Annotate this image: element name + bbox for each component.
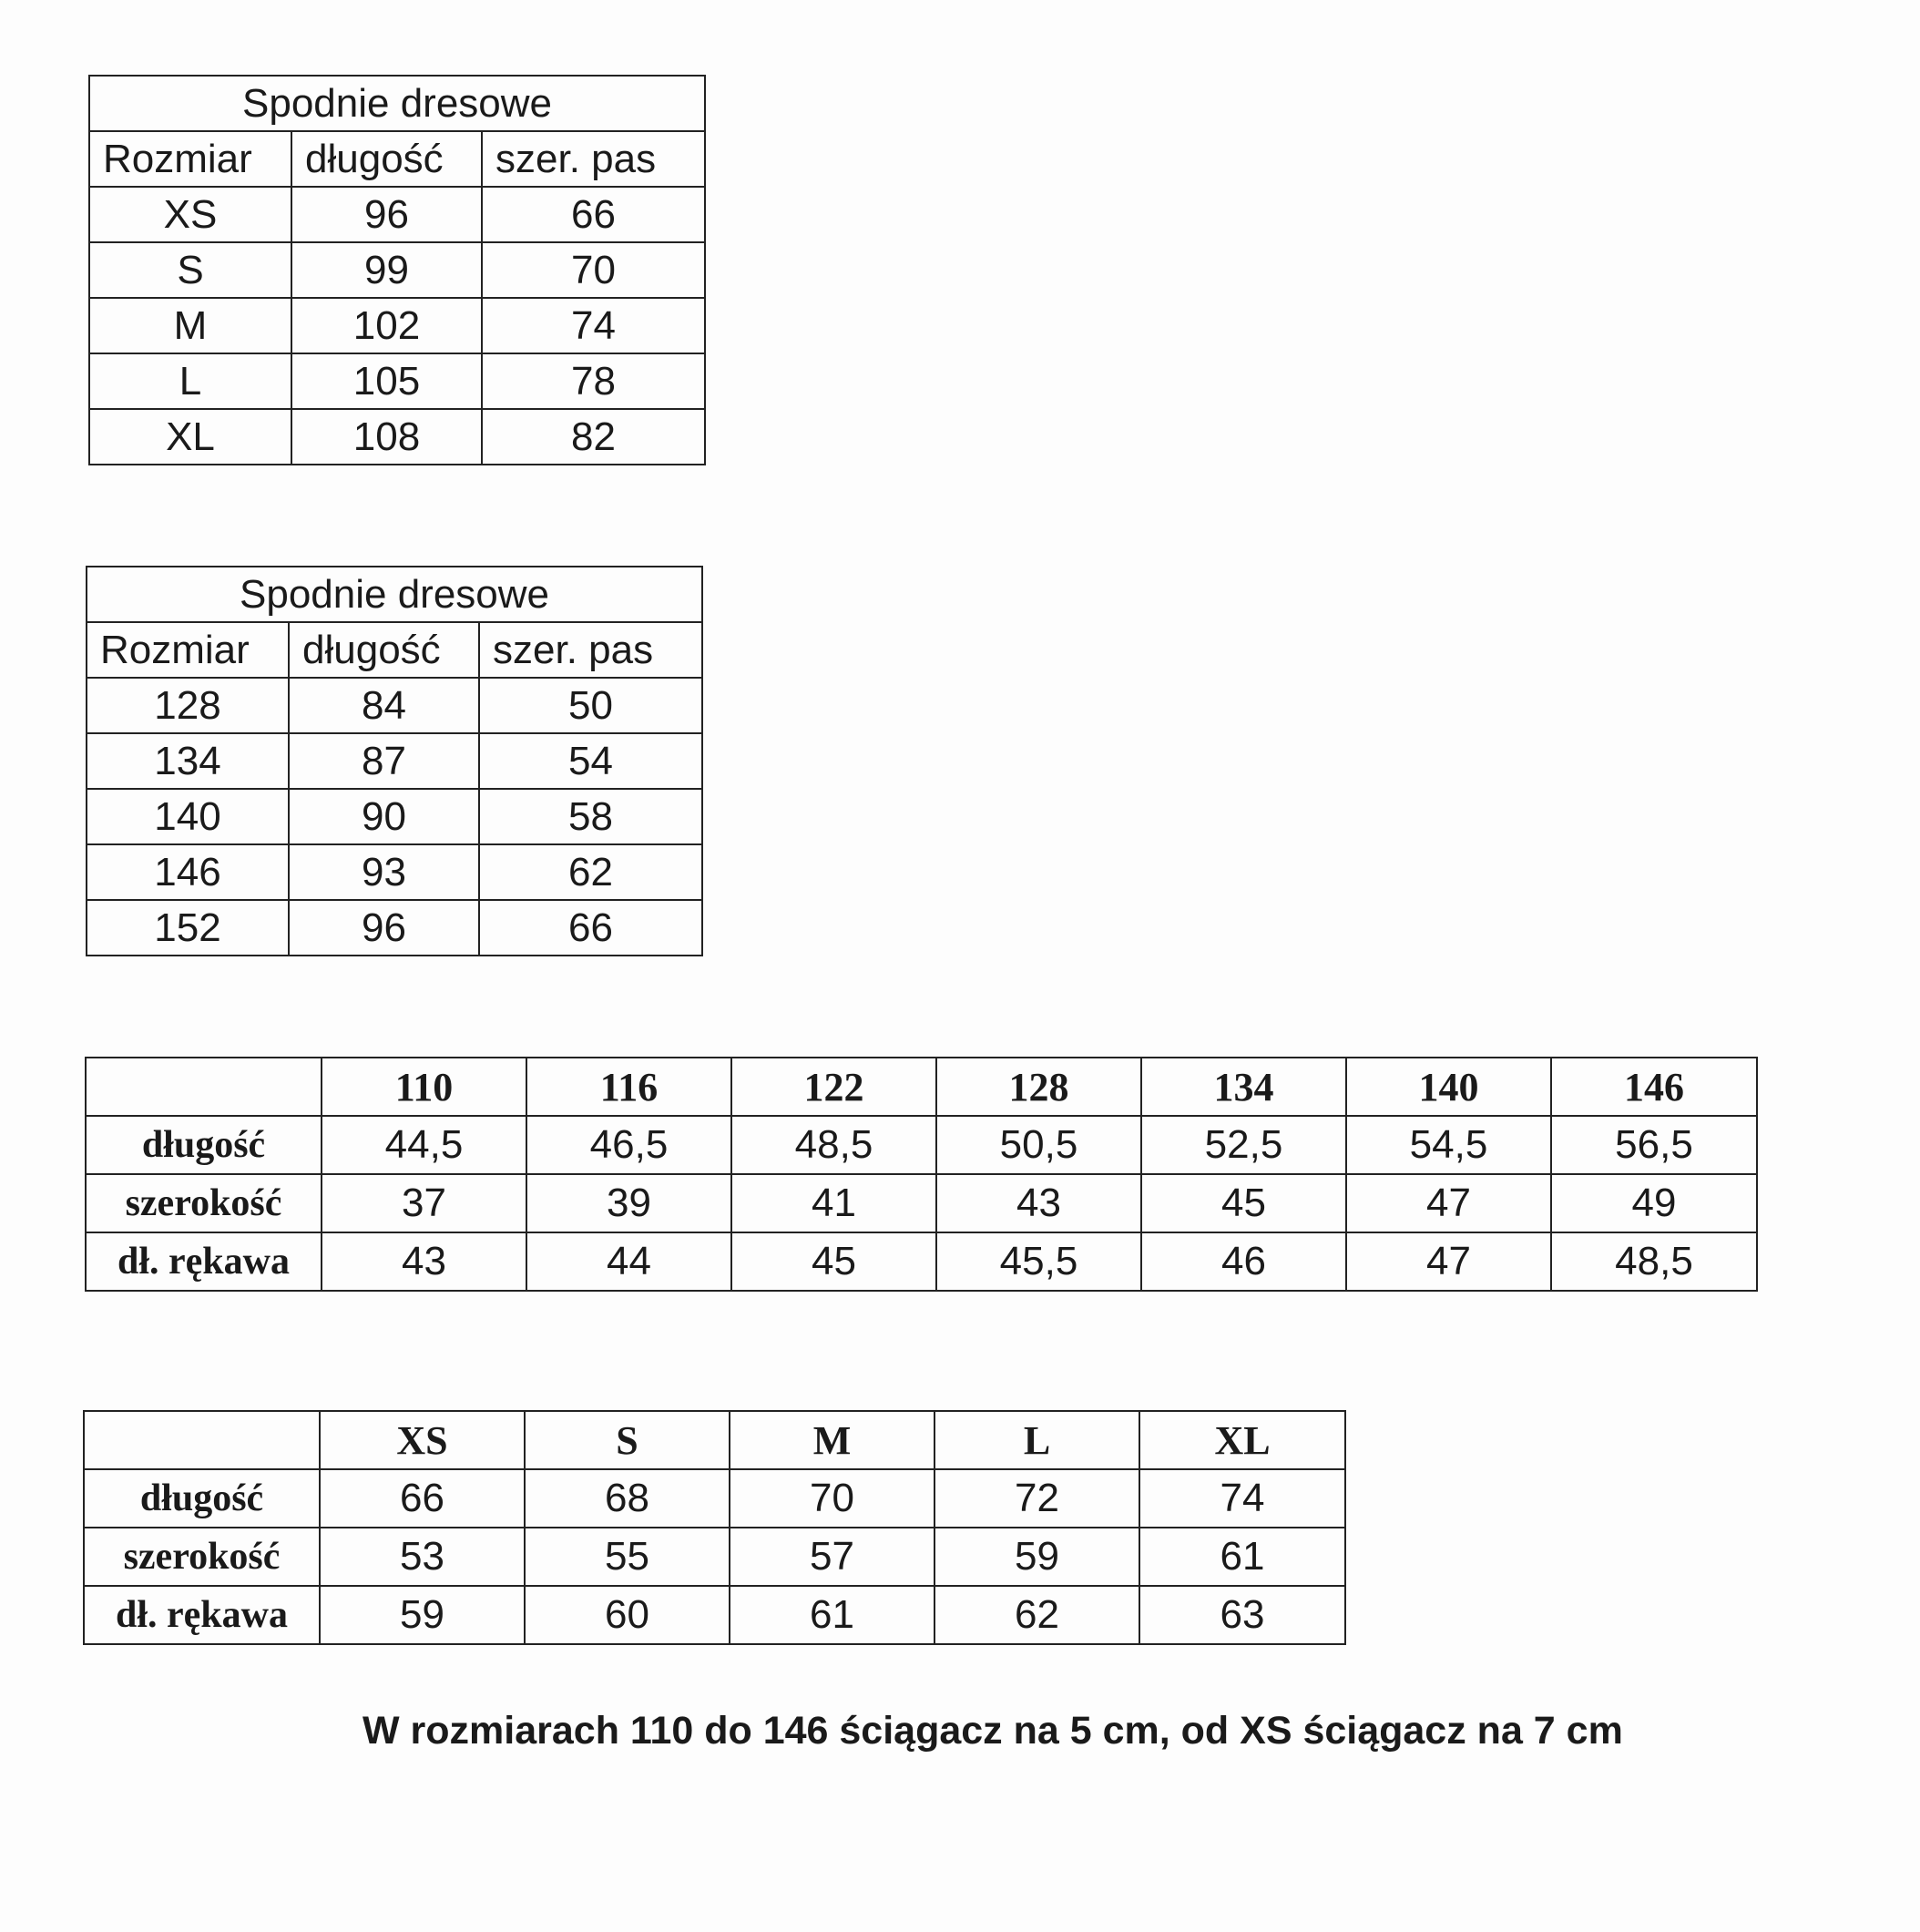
- column-header-waist: szer. pas: [479, 622, 702, 678]
- row-label-sleeve: dł. rękawa: [84, 1586, 320, 1644]
- table-header-row: [89, 131, 705, 187]
- table-header-row: [87, 622, 702, 678]
- table-cell: 48,5: [1551, 1232, 1757, 1291]
- row-label-length: długość: [84, 1469, 320, 1528]
- pants-adult-size-table: [88, 75, 706, 465]
- table-cell: 37: [322, 1174, 526, 1232]
- table-cell: 59: [320, 1586, 525, 1644]
- table-cell: 56,5: [1551, 1116, 1757, 1174]
- table-cell: 55: [525, 1528, 730, 1586]
- row-label-sleeve: dł. rękawa: [86, 1232, 322, 1291]
- table-cell: 44,5: [322, 1116, 526, 1174]
- cell-waist: 62: [479, 844, 702, 900]
- column-header-length: długość: [291, 131, 482, 187]
- table-cell: 54,5: [1346, 1116, 1551, 1174]
- table-cell: 43: [322, 1232, 526, 1291]
- table-cell: 70: [730, 1469, 934, 1528]
- table-header-row: [86, 1058, 1757, 1116]
- cell-length: 102: [291, 298, 482, 353]
- column-header-size: 128: [936, 1058, 1141, 1116]
- table-row: [86, 1232, 1757, 1291]
- cell-size: XS: [89, 187, 291, 242]
- table-row: [87, 900, 702, 956]
- table-row: [89, 409, 705, 465]
- table-cell: 47: [1346, 1174, 1551, 1232]
- table-cell: 63: [1139, 1586, 1345, 1644]
- table-cell: 57: [730, 1528, 934, 1586]
- cell-waist: 66: [482, 187, 705, 242]
- table-cell: 62: [934, 1586, 1139, 1644]
- table-cell: 41: [731, 1174, 936, 1232]
- column-header-waist: szer. pas: [482, 131, 705, 187]
- cell-size: XL: [89, 409, 291, 465]
- table-cell: 45: [731, 1232, 936, 1291]
- table-header-row: [84, 1411, 1345, 1469]
- table-cell: 53: [320, 1528, 525, 1586]
- top-adult-size-table: [83, 1410, 1346, 1645]
- table-cell: 61: [1139, 1528, 1345, 1586]
- cell-size: 134: [87, 733, 289, 789]
- table-row: [84, 1528, 1345, 1586]
- row-label-length: długość: [86, 1116, 322, 1174]
- cell-waist: 50: [479, 678, 702, 733]
- table-cell: 59: [934, 1528, 1139, 1586]
- table-row: [86, 1116, 1757, 1174]
- table-row: [84, 1586, 1345, 1644]
- cell-length: 96: [291, 187, 482, 242]
- cell-length: 99: [291, 242, 482, 298]
- cell-waist: 66: [479, 900, 702, 956]
- cell-size: S: [89, 242, 291, 298]
- table-row: [89, 242, 705, 298]
- column-header-size: XL: [1139, 1411, 1345, 1469]
- table-title-row: [89, 76, 705, 131]
- table-row: [87, 733, 702, 789]
- table-cell: 45,5: [936, 1232, 1141, 1291]
- table-cell: 74: [1139, 1469, 1345, 1528]
- table-cell: 39: [526, 1174, 731, 1232]
- cell-size: 146: [87, 844, 289, 900]
- cell-waist: 78: [482, 353, 705, 409]
- row-label-width: szerokość: [84, 1528, 320, 1586]
- column-header-size: 134: [1141, 1058, 1346, 1116]
- column-header-size: 122: [731, 1058, 936, 1116]
- table-cell: 50,5: [936, 1116, 1141, 1174]
- column-header-size: Rozmiar: [87, 622, 289, 678]
- cell-size: 128: [87, 678, 289, 733]
- cell-length: 87: [289, 733, 479, 789]
- table-row: [89, 353, 705, 409]
- cell-size: 152: [87, 900, 289, 956]
- table-cell: 46: [1141, 1232, 1346, 1291]
- cell-waist: 58: [479, 789, 702, 844]
- table-cell: 68: [525, 1469, 730, 1528]
- table-row: [89, 298, 705, 353]
- cell-length: 90: [289, 789, 479, 844]
- column-header-size: Rozmiar: [89, 131, 291, 187]
- cell-waist: 82: [482, 409, 705, 465]
- table-cell: 43: [936, 1174, 1141, 1232]
- pants-kids-size-table: [86, 566, 703, 956]
- table-row: [86, 1174, 1757, 1232]
- table-cell: 72: [934, 1469, 1139, 1528]
- column-header-length: długość: [289, 622, 479, 678]
- table-row: [87, 844, 702, 900]
- table-row: [89, 187, 705, 242]
- table-title: Spodnie dresowe: [87, 567, 702, 622]
- table-cell: 44: [526, 1232, 731, 1291]
- cell-waist: 54: [479, 733, 702, 789]
- column-header-size: 116: [526, 1058, 731, 1116]
- table-cell: 46,5: [526, 1116, 731, 1174]
- column-header-size: L: [934, 1411, 1139, 1469]
- cell-size: 140: [87, 789, 289, 844]
- cell-length: 108: [291, 409, 482, 465]
- cell-size: M: [89, 298, 291, 353]
- table-cell: 49: [1551, 1174, 1757, 1232]
- empty-corner-cell: [86, 1058, 322, 1116]
- column-header-size: 110: [322, 1058, 526, 1116]
- top-kids-size-table: [85, 1057, 1758, 1292]
- cell-length: 96: [289, 900, 479, 956]
- cell-length: 93: [289, 844, 479, 900]
- table-title: Spodnie dresowe: [89, 76, 705, 131]
- row-label-width: szerokość: [86, 1174, 322, 1232]
- table-cell: 48,5: [731, 1116, 936, 1174]
- cell-length: 105: [291, 353, 482, 409]
- table-cell: 52,5: [1141, 1116, 1346, 1174]
- table-title-row: [87, 567, 702, 622]
- cell-length: 84: [289, 678, 479, 733]
- table-row: [87, 789, 702, 844]
- column-header-size: XS: [320, 1411, 525, 1469]
- table-row: [87, 678, 702, 733]
- table-cell: 45: [1141, 1174, 1346, 1232]
- cell-waist: 74: [482, 298, 705, 353]
- cell-size: L: [89, 353, 291, 409]
- column-header-size: S: [525, 1411, 730, 1469]
- column-header-size: 140: [1346, 1058, 1551, 1116]
- table-cell: 60: [525, 1586, 730, 1644]
- cuff-note: W rozmiarach 110 do 146 ściągacz na 5 cm, od XS ściągacz na 7 cm: [363, 1709, 1623, 1753]
- table-cell: 47: [1346, 1232, 1551, 1291]
- table-cell: 66: [320, 1469, 525, 1528]
- table-row: [84, 1469, 1345, 1528]
- table-cell: 61: [730, 1586, 934, 1644]
- column-header-size: 146: [1551, 1058, 1757, 1116]
- cell-waist: 70: [482, 242, 705, 298]
- column-header-size: M: [730, 1411, 934, 1469]
- empty-corner-cell: [84, 1411, 320, 1469]
